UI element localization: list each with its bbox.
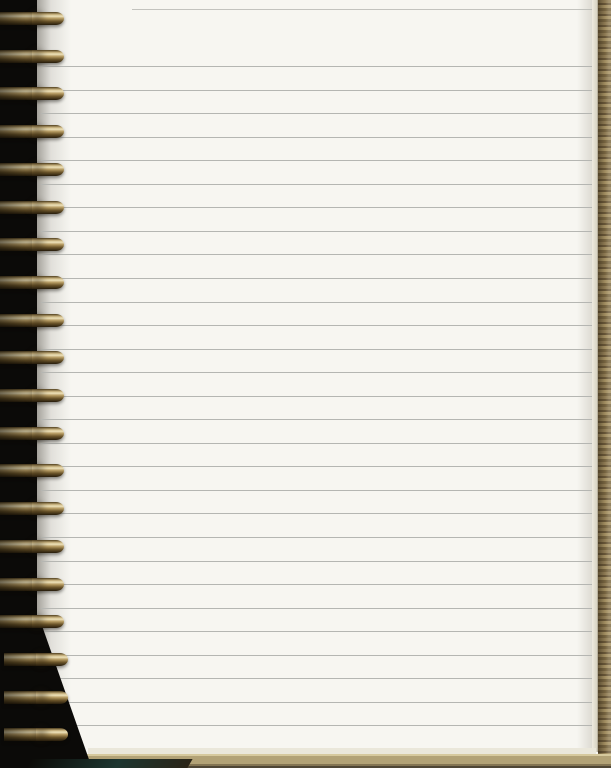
spiral-coil bbox=[0, 389, 64, 402]
rule-line bbox=[41, 207, 611, 208]
spiral-coil bbox=[0, 314, 64, 327]
rule-line bbox=[41, 372, 611, 373]
rule-line bbox=[41, 584, 611, 585]
rule-line bbox=[41, 490, 611, 491]
rule-line bbox=[41, 608, 611, 609]
spiral-coil bbox=[0, 276, 64, 289]
rule-line bbox=[41, 184, 611, 185]
journal-page bbox=[37, 0, 597, 752]
spiral-coil bbox=[0, 351, 64, 364]
rule-line bbox=[41, 678, 611, 679]
spiral-coil bbox=[0, 163, 64, 176]
rule-line bbox=[41, 302, 611, 303]
spiral-coil bbox=[4, 691, 68, 704]
spiral-coil bbox=[0, 615, 64, 628]
rule-line bbox=[41, 631, 611, 632]
rule-line bbox=[41, 513, 611, 514]
rule-line bbox=[41, 160, 611, 161]
spiral-coil bbox=[0, 125, 64, 138]
rule-line bbox=[41, 466, 611, 467]
rule-line bbox=[41, 396, 611, 397]
spiral-coil bbox=[4, 653, 68, 666]
spiral-coil bbox=[0, 502, 64, 515]
rule-line bbox=[41, 419, 611, 420]
rule-line bbox=[41, 90, 611, 91]
page-stack-edge bbox=[598, 0, 611, 768]
rule-line bbox=[41, 537, 611, 538]
rule-line bbox=[41, 137, 611, 138]
rule-line bbox=[41, 443, 611, 444]
rule-line bbox=[41, 561, 611, 562]
rule-line bbox=[41, 254, 611, 255]
spiral-coil bbox=[0, 238, 64, 251]
rule-line bbox=[41, 113, 611, 114]
spiral-coil bbox=[0, 12, 64, 25]
spiral-coil bbox=[4, 728, 68, 741]
rule-line bbox=[41, 66, 611, 67]
rule-line bbox=[41, 702, 611, 703]
rule-line bbox=[41, 725, 611, 726]
spiral-coil bbox=[0, 540, 64, 553]
cover-shadow-patch bbox=[27, 759, 192, 768]
rule-line bbox=[41, 278, 611, 279]
spiral-coil bbox=[0, 87, 64, 100]
rule-line bbox=[41, 231, 611, 232]
rule-line bbox=[41, 655, 611, 656]
rule-line bbox=[132, 9, 594, 10]
rule-line bbox=[41, 325, 611, 326]
spiral-coil bbox=[0, 578, 64, 591]
spiral-coil bbox=[0, 50, 64, 63]
rule-line bbox=[41, 349, 611, 350]
spiral-coil bbox=[0, 464, 64, 477]
spiral-coil bbox=[0, 201, 64, 214]
spiral-coil bbox=[0, 427, 64, 440]
